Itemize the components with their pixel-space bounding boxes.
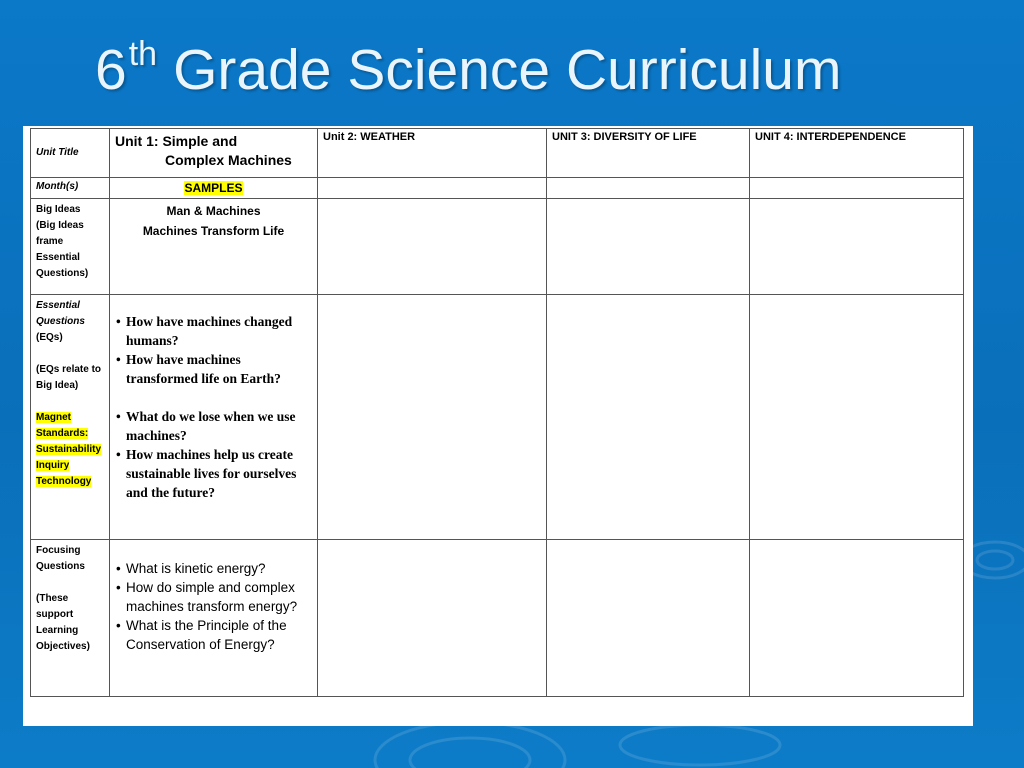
eq-label-line: Questions — [36, 316, 85, 327]
unit4-big-ideas-cell — [750, 199, 964, 295]
eq-label-line: (EQs) — [36, 332, 63, 343]
unit2-months-cell — [318, 178, 547, 199]
focusing-support-line: Learning — [36, 625, 79, 636]
magnet-standards-line: Standards: — [36, 428, 89, 439]
title-number: 6 — [95, 38, 127, 102]
unit1-big-ideas-cell — [110, 199, 318, 295]
list-item: • What is kinetic energy? — [115, 559, 312, 578]
table-row — [31, 178, 964, 199]
magnet-standards-line: Technology — [36, 476, 92, 487]
row-label-months: Month(s) — [31, 178, 110, 199]
table-row — [31, 199, 964, 295]
unit2-header: Unit 2: WEATHER — [318, 129, 547, 178]
samples-label: SAMPLES — [184, 181, 243, 195]
table-row — [31, 129, 964, 178]
unit2-essential-questions-cell — [318, 295, 547, 540]
unit1-header-line2: Complex Machines — [165, 152, 292, 168]
focusing-support-line: (These support — [36, 593, 74, 620]
magnet-standards-block — [36, 410, 104, 490]
focusing-label-line: Questions — [36, 561, 85, 572]
essential-questions-list — [115, 312, 312, 502]
eq-relate-line: Big Idea) — [36, 380, 79, 391]
focusing-label-line: Focusing — [36, 545, 81, 556]
unit3-months-cell — [547, 178, 750, 199]
unit3-header: UNIT 3: DIVERSITY OF LIFE — [547, 129, 750, 178]
unit1-header-line1: Unit 1: Simple and — [115, 133, 238, 149]
unit1-focusing-questions-cell — [110, 540, 318, 697]
curriculum-sheet — [23, 126, 973, 726]
focusing-questions-list — [115, 559, 312, 654]
big-ideas-label-line: (Big Ideas — [36, 220, 84, 231]
unit4-months-cell — [750, 178, 964, 199]
unit3-essential-questions-cell — [547, 295, 750, 540]
row-label-unit-title: Unit Title — [31, 129, 110, 178]
curriculum-table — [30, 128, 964, 697]
big-ideas-label-line: Questions) — [36, 268, 89, 279]
unit2-big-ideas-cell — [318, 199, 547, 295]
big-ideas-label-line: frame Essential — [36, 236, 80, 263]
list-item: • How have machines transformed life on Earth? — [115, 350, 312, 388]
list-item: • How do simple and complex machines transform energy? — [115, 578, 312, 616]
unit4-focusing-questions-cell — [750, 540, 964, 697]
unit4-essential-questions-cell — [750, 295, 964, 540]
magnet-standards-line: Inquiry — [36, 460, 70, 471]
unit3-focusing-questions-cell — [547, 540, 750, 697]
magnet-standards-line: Magnet — [36, 412, 71, 423]
list-item: • How machines help us create sustainable lives for ourselves and the future? — [115, 445, 312, 502]
big-idea-text: Man & Machines — [166, 204, 261, 218]
title-text: Grade Science Curriculum — [173, 38, 842, 102]
big-ideas-label-line: Big Ideas — [36, 204, 81, 215]
big-idea-text: Machines Transform Life — [142, 224, 285, 238]
unit3-big-ideas-cell — [547, 199, 750, 295]
list-item: • How have machines changed humans? — [115, 312, 312, 350]
unit1-months-cell — [110, 178, 318, 199]
table-row — [31, 295, 964, 540]
row-label-big-ideas — [31, 199, 110, 295]
eq-relate-line: (EQs relate to — [36, 364, 102, 375]
unit1-essential-questions-cell — [110, 295, 318, 540]
eq-label-line: Essential — [36, 300, 80, 311]
unit4-header: UNIT 4: INTERDEPENDENCE — [750, 129, 964, 178]
magnet-standards-line: Sustainability — [36, 444, 102, 455]
list-item: • What is the Principle of the Conservation of Energy? — [115, 616, 312, 654]
row-label-essential-questions — [31, 295, 110, 540]
list-item: • What do we lose when we use machines? — [115, 407, 312, 445]
focusing-support-line: Objectives) — [36, 641, 90, 652]
table-row — [31, 540, 964, 697]
unit1-header — [110, 129, 318, 178]
title-superscript: th — [128, 35, 158, 73]
unit2-focusing-questions-cell — [318, 540, 547, 697]
row-label-focusing-questions — [31, 540, 110, 697]
page-title — [95, 14, 841, 110]
